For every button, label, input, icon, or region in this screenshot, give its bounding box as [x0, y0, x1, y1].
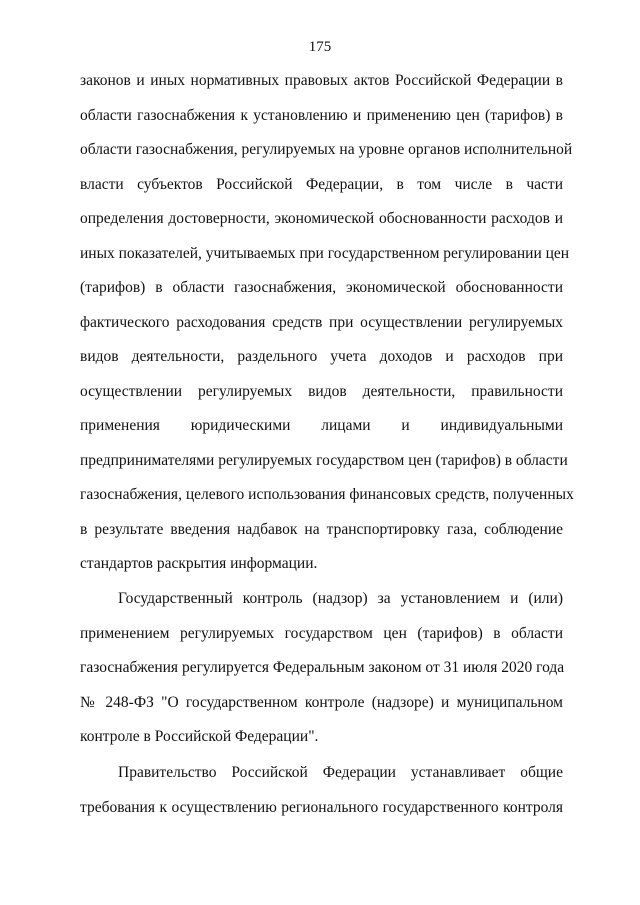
text-line: иных показателей, учитываемых при государственном регулировании цен — [80, 244, 570, 262]
text-line: применения юридическими лицами и индивидуальными — [80, 417, 563, 434]
text-line: требования к осуществлению регионального государственного контроля — [80, 798, 563, 816]
text-line: области газоснабжения к установлению и применению цен (тарифов) в — [80, 106, 563, 124]
text-line: осуществлении регулируемых видов деятельности, правильности — [80, 382, 563, 400]
text-line: применением регулируемых государством цен (тарифов) в области — [80, 624, 563, 642]
text-line: законов и иных нормативных правовых актов Российской Федерации в — [80, 72, 563, 89]
text-line: газоснабжения регулируется Федеральным законом от 31 июля 2020 года — [80, 659, 565, 676]
text-line: фактического расходования средств при осуществлении регулируемых — [80, 313, 563, 331]
text-line: власти субъектов Российской Федерации, в том числе в части — [80, 175, 563, 193]
paragraph-2 — [80, 582, 563, 755]
text-line: (тарифов) в области газоснабжения, экономической обоснованности — [80, 279, 563, 296]
text-line: Правительство Российской Федерации устанавливает общие — [118, 764, 563, 781]
text-line: газоснабжения, целевого использования финансовых средств, полученных — [80, 486, 574, 503]
text-line: предпринимателями регулируемых государством цен (тарифов) в области — [80, 451, 568, 469]
paragraph-3 — [80, 756, 563, 825]
paragraph-1 — [80, 64, 574, 582]
text-line: видов деятельности, раздельного учета доходов и расходов при — [80, 348, 563, 365]
text-line: контроле в Российской Федерации". — [80, 728, 319, 745]
page-number: 175 — [308, 39, 332, 55]
text-line: Государственный контроль (надзор) за установлением и (или) — [118, 590, 563, 607]
text-line: № 248-ФЗ "О государственном контроле (надзоре) и муниципальном — [80, 693, 563, 711]
text-line: в результате введения надбавок на транспортировку газа, соблюдение — [80, 520, 563, 538]
text-line: области газоснабжения, регулируемых на уровне органов исполнительной — [80, 141, 573, 158]
text-line: определения достоверности, экономической обоснованности расходов и — [80, 210, 563, 227]
text-line: стандартов раскрытия информации. — [80, 555, 318, 572]
